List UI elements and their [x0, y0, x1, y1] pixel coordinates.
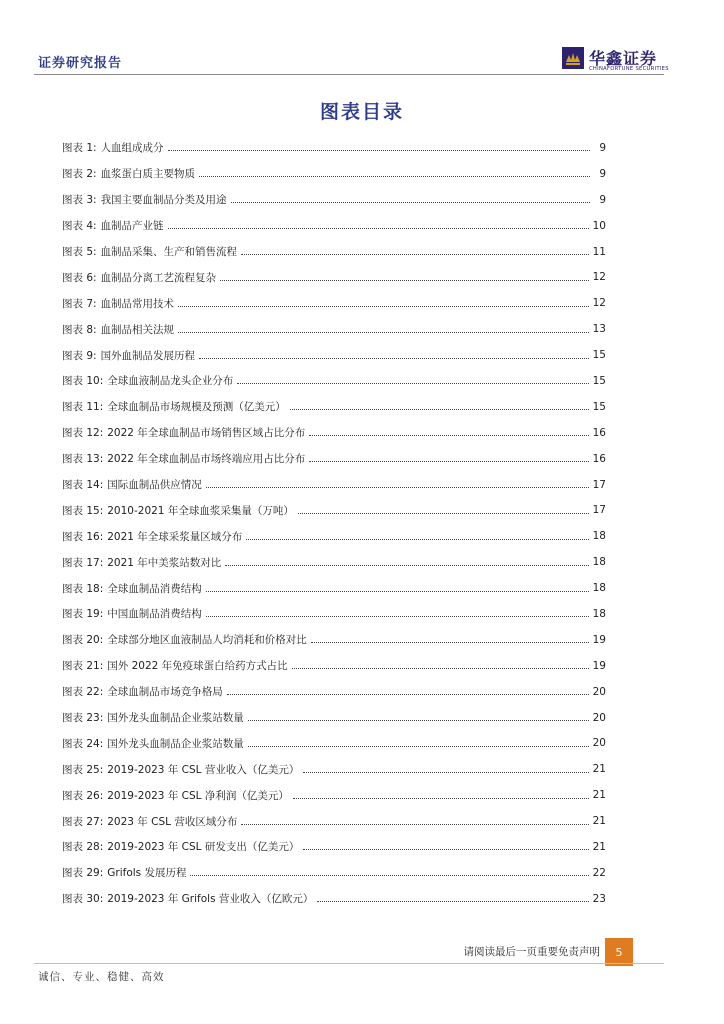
toc-entry-number: 图表 3:	[62, 194, 97, 207]
toc-dot-leader	[199, 176, 590, 177]
toc-entry[interactable]	[62, 239, 610, 265]
toc-entry-number: 图表 4:	[62, 220, 97, 233]
toc-dot-leader	[292, 668, 589, 669]
toc-entry-page: 21	[592, 763, 606, 776]
toc-entry-title: 全球血制品消费结构	[107, 582, 202, 595]
disclaimer-note: 请阅读最后一页重要免责声明	[463, 946, 600, 958]
toc-entry-number: 图表 14:	[62, 479, 104, 492]
toc-dot-leader	[311, 642, 589, 643]
toc-entry[interactable]	[62, 161, 610, 187]
report-type-label: 证券研究报告	[38, 56, 123, 71]
toc-entry[interactable]	[62, 575, 610, 601]
toc-entry-title: 2010-2021 年全球血浆采集量（万吨）	[107, 504, 294, 517]
toc-entry-title: 我国主要血制品分类及用途	[100, 194, 227, 207]
toc-dot-leader	[237, 383, 588, 384]
toc-entry-title: 国外 2022 年免疫球蛋白给药方式占比	[107, 660, 288, 673]
toc-entry[interactable]	[62, 394, 610, 420]
toc-entry-number: 图表 10:	[62, 375, 104, 388]
toc-entry-number: 图表 13:	[62, 453, 104, 466]
toc-entry-number: 图表 29:	[62, 867, 104, 880]
toc-entry-number: 图表 11:	[62, 401, 104, 414]
toc-entry[interactable]	[62, 834, 610, 860]
logo-name-cn: 华鑫证券	[589, 49, 658, 68]
toc-entry-title: Grifols 发展历程	[107, 867, 187, 880]
toc-entry-page: 20	[592, 711, 606, 724]
toc-dot-leader	[178, 332, 589, 333]
footer-divider	[34, 963, 664, 964]
toc-entry-page: 18	[592, 556, 606, 569]
toc-dot-leader	[168, 150, 590, 151]
toc-dot-leader	[231, 202, 590, 203]
toc-entry-title: 全球血制品市场规模及预测（亿美元）	[107, 401, 286, 414]
toc-entry-number: 图表 7:	[62, 297, 97, 310]
toc-dot-leader	[241, 824, 588, 825]
toc-entry-page: 15	[592, 400, 606, 413]
toc-entry-title: 2021 年中美浆站数对比	[107, 556, 222, 569]
company-logo	[562, 47, 672, 73]
toc-entry-number: 图表 27:	[62, 815, 104, 828]
toc-dot-leader	[246, 539, 588, 540]
toc-entry-page: 21	[592, 840, 606, 853]
toc-entry[interactable]	[62, 213, 610, 239]
toc-entry-page: 17	[592, 504, 606, 517]
toc-entry-title: 2019-2023 年 CSL 净利润（亿美元）	[107, 789, 289, 802]
toc-entry-title: 全球部分地区血液制品人均消耗和价格对比	[107, 634, 307, 647]
toc-entry-page: 9	[599, 167, 606, 180]
toc-entry[interactable]	[62, 187, 610, 213]
toc-entry-number: 图表 30:	[62, 893, 104, 906]
toc-entry-title: 2022 年全球血制品市场终端应用占比分布	[107, 453, 306, 466]
toc-entry-title: 血制品相关法规	[100, 323, 175, 336]
toc-entry-page: 23	[592, 892, 606, 905]
toc-entry-title: 国外龙头血制品企业浆站数量	[107, 712, 244, 725]
toc-entry-page: 22	[592, 866, 606, 879]
toc-entry-page: 9	[599, 193, 606, 206]
toc-dot-leader	[303, 772, 588, 773]
header-divider	[34, 74, 664, 75]
toc-entry-page: 16	[592, 426, 606, 439]
toc-entry[interactable]	[62, 756, 610, 782]
toc-dot-leader	[248, 720, 589, 721]
toc-dot-leader	[206, 591, 589, 592]
toc-entry-title: 2023 年 CSL 营收区域分布	[107, 815, 238, 828]
toc-entry-title: 2019-2023 年 Grifols 营业收入（亿欧元）	[107, 893, 314, 906]
toc-entry-number: 图表 20:	[62, 634, 104, 647]
toc-entry-page: 9	[599, 141, 606, 154]
toc-dot-leader	[220, 280, 589, 281]
toc-entry-number: 图表 28:	[62, 841, 104, 854]
toc-dot-leader	[225, 565, 588, 566]
toc-entry-page: 13	[592, 323, 606, 336]
toc-entry-title: 中国血制品消费结构	[107, 608, 202, 621]
toc-entry-number: 图表 18:	[62, 582, 104, 595]
toc-entry[interactable]	[62, 808, 610, 834]
toc-entry-number: 图表 17:	[62, 556, 104, 569]
toc-entry-page: 15	[592, 374, 606, 387]
toc-entry-number: 图表 24:	[62, 737, 104, 750]
toc-entry[interactable]	[62, 653, 610, 679]
toc-dot-leader	[309, 435, 588, 436]
toc-entry-page: 12	[592, 271, 606, 284]
toc-entry-number: 图表 26:	[62, 789, 104, 802]
toc-entry-title: 血制品分离工艺流程复杂	[100, 271, 217, 284]
toc-dot-leader	[298, 513, 589, 514]
toc-entry[interactable]	[62, 886, 610, 912]
toc-entry[interactable]	[62, 549, 610, 575]
toc-entry-title: 人血组成成分	[100, 142, 164, 155]
toc-entry-number: 图表 22:	[62, 686, 104, 699]
logo-name-en: CHINAFORTUNE SECURITIES	[589, 66, 669, 72]
toc-entry-title: 血制品产业链	[100, 220, 164, 233]
toc-entry-number: 图表 2:	[62, 168, 97, 181]
toc-entry-title: 2019-2023 年 CSL 营业收入（亿美元）	[107, 763, 300, 776]
toc-entry[interactable]	[62, 730, 610, 756]
toc-entry[interactable]	[62, 368, 610, 394]
toc-entry-number: 图表 25:	[62, 763, 104, 776]
toc-dot-leader	[168, 228, 589, 229]
toc-entry[interactable]	[62, 316, 610, 342]
toc-entry-number: 图表 9:	[62, 349, 97, 362]
toc-entry-page: 10	[592, 219, 606, 232]
toc-entry-number: 图表 15:	[62, 504, 104, 517]
toc-entry[interactable]	[62, 601, 610, 627]
toc-entry-page: 12	[592, 297, 606, 310]
toc-entry-page: 18	[592, 530, 606, 543]
toc-entry-page: 20	[592, 685, 606, 698]
toc-entry-page: 16	[592, 452, 606, 465]
toc-dot-leader	[199, 358, 589, 359]
toc-entry[interactable]	[62, 860, 610, 886]
toc-entry-number: 图表 21:	[62, 660, 104, 673]
toc-entry-title: 2021 年全球采浆量区域分布	[107, 530, 243, 543]
toc-entry-title: 血制品采集、生产和销售流程	[100, 246, 238, 258]
toc-entry-page: 19	[592, 633, 606, 646]
toc-entry-page: 21	[592, 789, 606, 802]
toc-entry-number: 图表 6:	[62, 271, 97, 284]
toc-entry[interactable]	[62, 264, 610, 290]
toc-entry-page: 17	[592, 478, 606, 491]
toc-dot-leader	[303, 849, 588, 850]
toc-entry[interactable]	[62, 705, 610, 731]
toc-entry-page: 15	[592, 349, 606, 362]
page-title: 图表目录	[319, 101, 404, 123]
toc-dot-leader	[317, 901, 588, 902]
toc-entry-number: 图表 1:	[62, 142, 97, 155]
page-number-badge: 5	[605, 938, 633, 966]
toc-entry-title: 血浆蛋白质主要物质	[100, 168, 196, 181]
toc-entry[interactable]	[62, 782, 610, 808]
toc-dot-leader	[190, 875, 588, 876]
toc-entry-title: 血制品常用技术	[100, 297, 175, 310]
toc-entry[interactable]	[62, 420, 610, 446]
toc-entry[interactable]	[62, 679, 610, 705]
toc-entry-title: 2022 年全球血制品市场销售区域占比分布	[107, 427, 306, 440]
toc-entry-number: 图表 19:	[62, 608, 104, 621]
toc-entry-number: 图表 5:	[62, 246, 97, 258]
toc-entry[interactable]	[62, 627, 610, 653]
toc-entry[interactable]	[62, 342, 610, 368]
toc-entry-page: 18	[592, 582, 606, 595]
toc-dot-leader	[178, 306, 589, 307]
toc-entry[interactable]	[62, 497, 610, 523]
toc-entry[interactable]	[62, 135, 610, 161]
toc-entry-title: 2019-2023 年 CSL 研发支出（亿美元）	[107, 841, 300, 854]
toc-entry-page: 19	[592, 659, 606, 672]
toc-entry[interactable]	[62, 523, 610, 549]
toc-entry-page: 21	[592, 815, 606, 828]
toc-dot-leader	[241, 254, 589, 255]
footer-motto: 诚信、专业、稳健、高效	[38, 971, 165, 983]
toc-entry-number: 图表 23:	[62, 712, 104, 725]
toc-dot-leader	[227, 694, 589, 695]
toc-entry-number: 图表 8:	[62, 323, 97, 336]
toc-entry-number: 图表 16:	[62, 530, 104, 543]
toc-entry-title: 全球血制品市场竞争格局	[107, 686, 223, 699]
toc-dot-leader	[293, 798, 589, 799]
toc-entry-page: 11	[592, 245, 606, 258]
toc-entry-title: 全球血液制品龙头企业分布	[107, 375, 234, 388]
figure-list	[62, 135, 610, 912]
toc-entry[interactable]	[62, 472, 610, 498]
toc-entry[interactable]	[62, 290, 610, 316]
toc-dot-leader	[248, 746, 589, 747]
toc-entry-page: 18	[592, 607, 606, 620]
toc-dot-leader	[206, 616, 589, 617]
toc-entry-title: 国际血制品供应情况	[107, 479, 202, 492]
toc-entry-title: 国外龙头血制品企业浆站数量	[107, 737, 244, 750]
toc-dot-leader	[290, 409, 589, 410]
logo-mark-icon	[562, 47, 584, 69]
toc-entry-number: 图表 12:	[62, 427, 104, 440]
toc-entry[interactable]	[62, 446, 610, 472]
toc-dot-leader	[309, 461, 588, 462]
toc-entry-page: 20	[592, 737, 606, 750]
toc-dot-leader	[206, 487, 589, 488]
toc-entry-title: 国外血制品发展历程	[100, 349, 196, 362]
